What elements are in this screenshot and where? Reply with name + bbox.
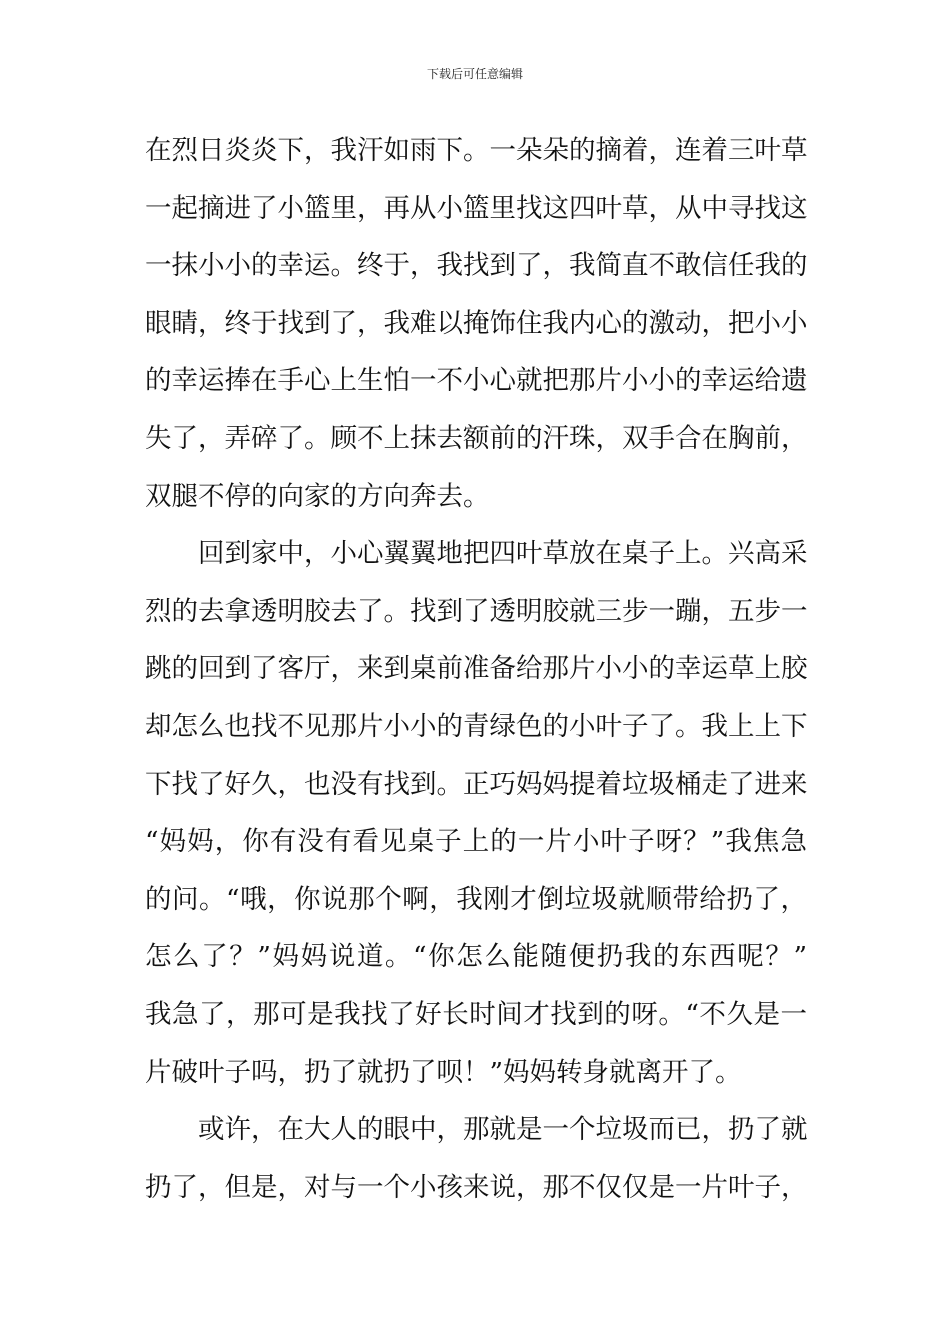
text-line: 或许，在大人的眼中，那就是一个垃圾而已，扔了就 <box>198 1114 807 1146</box>
text-line: 眼睛，终于找到了，我难以掩饰住我内心的激动，把小小 <box>145 307 807 339</box>
text-line: 在烈日炎炎下，我汗如雨下。一朵朵的摘着，连着三叶草 <box>145 135 807 166</box>
paragraph <box>145 1108 807 1223</box>
text-line: 烈的去拿透明胶去了。找到了透明胶就三步一蹦，五步一 <box>145 595 807 627</box>
text-line: 跳的回到了客厅，来到桌前准备给那片小小的幸运草上胶 <box>145 653 807 685</box>
text-line: 失了，弄碎了。顾不上抹去额前的汗珠，双手合在胸前， <box>145 422 807 454</box>
paragraph <box>145 532 807 1108</box>
text-line: 的问。“哦，你说那个啊，我刚才倒垃圾就顺带给扔了， <box>145 883 807 915</box>
text-line: 却怎么也找不见那片小小的青绿色的小叶子了。我上上下 <box>145 710 807 742</box>
text-line: 怎么了？”妈妈说道。“你怎么能随便扔我的东西呢？” <box>145 941 807 973</box>
body-text <box>145 129 807 1223</box>
text-line: 扔了，但是，对与一个小孩来说，那不仅仅是一片叶子， <box>145 1171 807 1203</box>
page-header: 下载后可任意编辑 <box>426 67 523 81</box>
text-line: 的幸运捧在手心上生怕一不小心就把那片小小的幸运给遗 <box>145 365 807 397</box>
text-line: “妈妈，你有没有看见桌子上的一片小叶子呀？”我焦急 <box>145 826 807 858</box>
text-line: 下找了好久，也没有找到。正巧妈妈提着垃圾桶走了进来 <box>145 768 807 800</box>
paragraph <box>145 129 807 532</box>
text-line: 片破叶子吗，扔了就扔了呗！”妈妈转身就离开了。 <box>145 1056 742 1088</box>
text-line: 回到家中，小心翼翼地把四叶草放在桌子上。兴高采 <box>198 538 807 570</box>
text-line: 双腿不停的向家的方向奔去。 <box>145 480 490 512</box>
text-line: 一起摘进了小篮里，再从小篮里找这四叶草，从中寻找这 <box>145 192 807 224</box>
text-line: 一抹小小的幸运。终于，我找到了，我简直不敢信任我的 <box>145 250 807 282</box>
text-line: 我急了，那可是我找了好长时间才找到的呀。“不久是一 <box>145 998 807 1030</box>
